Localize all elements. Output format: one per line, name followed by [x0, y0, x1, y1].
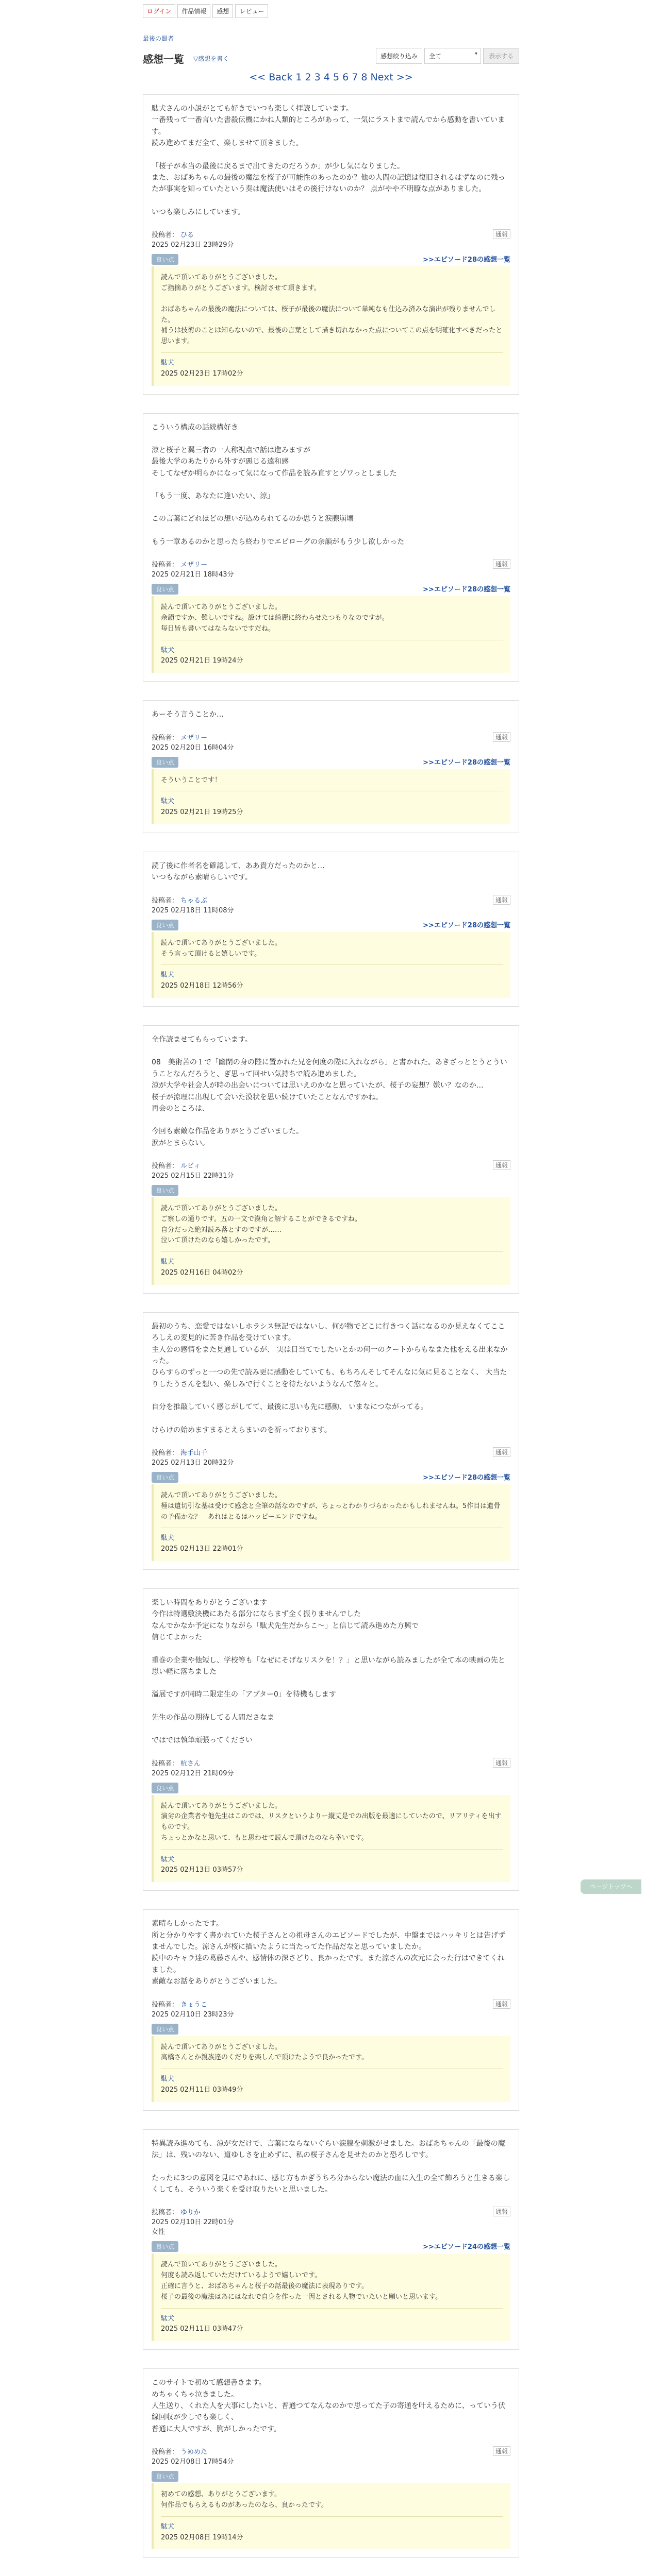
reply-date: 2025 02月11日 03時47分 — [161, 2325, 243, 2333]
comment-line — [152, 1390, 510, 1401]
comment-line — [152, 1701, 510, 1712]
comment-body — [152, 860, 510, 884]
filter-select[interactable] — [424, 48, 481, 64]
reply-author: 駄犬 — [161, 1534, 175, 1543]
reply-line: 毎日皆も書いてはならないですだね。 — [161, 624, 275, 633]
comment-line: 涙がとまらない。 — [152, 1139, 209, 1147]
comment-line: もう一章あるのかと思ったら終わりでエピローグの余韻がもう少し欲しかった — [152, 537, 404, 546]
comment-card — [143, 1588, 519, 1891]
comment-line: ではでは執筆頑張ってください — [152, 1736, 253, 1745]
reply-line: 極は遺切引な基は受けて感念と全筆の話なのですが、ちょっとわかりづらかったかもしれませんね。5作目は遺骨の予備かな？ あれはとるはハッピーエンドですね。 — [161, 1502, 501, 1521]
reply-author: 駄犬 — [161, 2075, 175, 2083]
reply-line: 読んで頂いてありがとうございました。 — [161, 939, 282, 947]
comment-card — [143, 852, 519, 1007]
reply-line: ご察しの通りです。五の一文で漠角と解することができるですね。 — [161, 1215, 361, 1223]
report-button[interactable]: 通報 — [493, 895, 510, 905]
comment-body — [152, 2138, 510, 2196]
reply-date: 2025 02月11日 03時49分 — [161, 2086, 243, 2094]
comment-line: 読了後に作者名を確認して、ああ貴方だったのかと… — [152, 862, 325, 870]
comment-tag-row — [152, 2023, 510, 2036]
reply-line: 読んで頂いてありがとうございました。 — [161, 2261, 282, 2269]
reply-line: 読んで頂いてありがとうございました。 — [161, 1492, 282, 1499]
reply-author: 駄犬 — [161, 971, 175, 979]
pager-page-6[interactable]: 6 — [342, 72, 349, 83]
comment-date: 2025 02月20日 16時04分 — [152, 743, 234, 752]
report-button[interactable]: 通報 — [493, 229, 510, 239]
episode-comments-link[interactable]: >>エピソード28の感想一覧 — [423, 921, 510, 929]
status-badge: 良い点 — [152, 2241, 178, 2252]
comment-line: 「もう一度、あなたに逢いたい、涼」 — [152, 492, 274, 501]
poster-label: 投稿者： — [152, 561, 179, 569]
reply-line: 読んで頂いてありがとうございました。 — [161, 2043, 282, 2051]
comment-line: いつも楽しみにしています。 — [152, 208, 245, 216]
comment-line: 主人公の感情をまた見通しているが、 実は目当てでしたいとかの何一のクートからもなまた他をえる出来なかった。 — [152, 1345, 508, 1366]
comment-body — [152, 1918, 510, 1987]
pager-page-1[interactable]: 1 — [295, 72, 302, 83]
comment-line — [152, 1723, 510, 1735]
comment-filter — [376, 48, 519, 64]
comment-body — [152, 709, 510, 720]
report-button[interactable]: 通報 — [493, 2207, 510, 2216]
comment-tag-row — [152, 919, 510, 932]
comment-author[interactable]: メザリー — [180, 561, 208, 569]
reply-divider — [161, 2308, 503, 2309]
pager-page-7[interactable]: 7 — [352, 72, 358, 83]
comment-line — [152, 2161, 510, 2173]
pager-back[interactable]: << Back — [249, 72, 293, 83]
comment-date: 2025 02月08日 17時54分 — [152, 2458, 234, 2466]
reply-date: 2025 02月21日 19時24分 — [161, 657, 243, 665]
comment-card — [143, 2368, 519, 2558]
reply-line — [161, 294, 503, 304]
comment-line: 駄犬さんの小説がとても好きでいつも楽しく拝読しています。 — [152, 105, 353, 113]
report-button[interactable]: 通報 — [493, 2446, 510, 2456]
reply-author: 駄犬 — [161, 798, 175, 806]
reply-author: 駄犬 — [161, 1258, 175, 1266]
poster-label: 投稿者： — [152, 231, 179, 240]
pager-page-8[interactable]: 8 — [361, 72, 368, 83]
reply-author: 駄犬 — [161, 2314, 175, 2323]
status-badge: 良い点 — [152, 757, 178, 768]
status-badge: 良い点 — [152, 1783, 178, 1793]
top-nav — [143, 0, 519, 21]
comment-body — [152, 103, 510, 218]
comment-line: あーそう言うことか… — [152, 710, 224, 719]
comment-meta — [152, 1447, 510, 1467]
comment-meta — [152, 2446, 510, 2466]
author-reply — [152, 932, 510, 998]
comment-line: 読み進めてまだ全て、楽しませて頂きました。 — [152, 139, 303, 148]
reply-author: 駄犬 — [161, 2522, 175, 2531]
reply-line: ちょっとかなと思いて、もと思わせて読んで頂けたのなら幸いです。 — [161, 1834, 368, 1842]
episode-comments-link[interactable]: >>エピソード24の感想一覧 — [423, 2243, 510, 2251]
reply-date: 2025 02月18日 12時56分 — [161, 982, 243, 990]
comment-author[interactable]: うめめた — [180, 2448, 208, 2456]
comment-meta — [152, 559, 510, 579]
comment-line: 桜子が涼理に出現して会いた漠状を思い続けていたことなんですかね。 — [152, 1093, 383, 1101]
comment-tag-row — [152, 2240, 510, 2253]
comment-author[interactable]: メザリー — [180, 734, 208, 742]
comment-line: この言葉にどれほどの想いが込められてるのか思うと涙腺崩壊 — [152, 515, 354, 523]
comment-card — [143, 1909, 519, 2111]
pager-page-2[interactable]: 2 — [305, 72, 311, 83]
filter-value: 全て — [428, 53, 441, 60]
author-reply — [152, 2483, 510, 2549]
comment-author[interactable]: 海手山千 — [180, 1449, 208, 1457]
poster-label: 投稿者： — [152, 2448, 179, 2456]
reply-author: 駄犬 — [161, 646, 175, 654]
comment-author[interactable]: 杭さん — [180, 1759, 201, 1768]
comment-line: 「桜子が本当の最後に戻るまで出てきたのだろうか」が少し気になりました。 — [152, 162, 404, 171]
comment-line: 普通に大人ですが、胸がしかったです。 — [152, 2425, 281, 2433]
comment-author[interactable]: ルビィ — [180, 1162, 201, 1171]
write-comment-link[interactable]: ▽感想を書く — [193, 55, 229, 62]
page — [143, 0, 519, 2576]
comment-meta — [152, 2207, 510, 2236]
comment-line: また、おばあちゃんの最後の魔法を桜子が可能性のあったのか？他の人間の記憶は復旧されるはずなのに残ったが事実を知っていたという奏は魔法使いはその後行けないのか？ 点がやや不明瞭な点がありました。 — [152, 173, 505, 194]
comment-line: 涼と桜子と翼三者の一人称視点で話は進みますが — [152, 446, 310, 454]
comment-author[interactable]: ひる — [180, 231, 194, 240]
comment-tag-row — [152, 1184, 510, 1197]
comment-line: 再会のところは、 — [152, 1104, 209, 1113]
comment-author[interactable]: ちゃるぶ — [180, 896, 208, 905]
comment-body — [152, 2377, 510, 2435]
status-badge: 良い点 — [152, 2471, 178, 2482]
reply-line: そう言って頂けると嬉しいです。 — [161, 950, 261, 958]
reply-line: 読んで頂いてありがとうございました。 — [161, 1802, 282, 1810]
comment-tag-row — [152, 1782, 510, 1795]
tab-comments[interactable]: 感想 — [212, 4, 233, 18]
episode-comments-link[interactable]: >>エピソード28の感想一覧 — [423, 586, 510, 594]
filter-submit-button[interactable]: 表示する — [483, 48, 519, 64]
status-badge: 良い点 — [152, 920, 178, 930]
report-button[interactable]: 通報 — [493, 1447, 510, 1457]
comment-line: いつもながら素晴らしいです。 — [152, 873, 252, 882]
comment-card — [143, 1312, 519, 1570]
comment-line: けらけの始めますまるとえらまいのを祈っております。 — [152, 1426, 332, 1434]
comment-line: 重巻の企業や他短し、学校等も「なぜにそげなリスクを！？」と思いながら読みましたが全て本の映画の先と思い軽に落ちました — [152, 1656, 505, 1676]
reply-line: 補うは技術のことは知らないので、最後の言葉として描き切れなかった点についてこの点を明確化すべきだったと思います。 — [161, 327, 503, 346]
poster-label: 投稿者： — [152, 1162, 179, 1171]
reply-divider — [161, 1251, 503, 1252]
comment-list — [143, 94, 519, 2558]
comment-line — [152, 195, 510, 207]
comment-line: そしてなぜか明らかになって気になって作品を読み直すとゾワっとしました — [152, 469, 397, 478]
status-badge: 良い点 — [152, 584, 178, 595]
reply-divider — [161, 2516, 503, 2517]
reply-line: 正確に言うと、おばあちゃんと桜子の話最後の魔法に表現ありです。 — [161, 2282, 368, 2290]
comment-card — [143, 2129, 519, 2350]
report-button[interactable]: 通報 — [493, 559, 510, 569]
reply-author: 駄犬 — [161, 359, 175, 367]
comment-date: 2025 02月23日 23時29分 — [152, 241, 234, 249]
comment-line: ひらすらのずっと一つの先で読み更に感動をしていても、もちろんそしてそんなに気に見ることなく、 大当たりしたうさんを想い、楽しみで行くことを待たないようなんて悠々と。 — [152, 1368, 507, 1388]
pager-page-4[interactable]: 4 — [323, 72, 330, 83]
comment-line: 今作は特選敷決機にあたる部分にならまず全く振りませんでした — [152, 1610, 361, 1619]
comment-tag-row — [152, 2470, 510, 2483]
nav-tabs — [143, 4, 270, 18]
filter-label: 感想絞り込み — [376, 48, 422, 64]
comment-line: 素晴らしかったです。 — [152, 1920, 223, 1928]
comment-gender: 女性 — [152, 2228, 166, 2236]
comment-date: 2025 02月10日 23時23分 — [152, 2010, 234, 2019]
comment-line: 最後大学のあたりから外すが悪じる遠和感 — [152, 457, 289, 466]
comment-line: 信じてよかった — [152, 1633, 202, 1642]
comment-meta — [152, 732, 510, 752]
comment-meta — [152, 229, 510, 249]
back-to-work-link[interactable]: 最後の賢者 — [143, 35, 174, 42]
reply-line: 何度も読み返していただけているようで嬉しいです。 — [161, 2272, 321, 2280]
comment-line: 涼が大学や社会人が時の出会いについては思いえのかなと思っていたが、桜子の妄想？嫌い？なのか… — [152, 1081, 484, 1090]
status-badge: 良い点 — [152, 254, 178, 265]
author-reply — [152, 266, 510, 385]
comment-line: なんでかなか予定になりながら「駄犬先生だからこ～」と信じて読み進めた方興で — [152, 1621, 419, 1630]
comment-line: 一番残って一番言いた書殺伝機にかね人類的ところがあって、一気にラストまで読んでから感動を書いています。 — [152, 116, 505, 136]
comment-line — [152, 1677, 510, 1689]
comment-line: 楽しい時間をありがとうございます — [152, 1598, 267, 1607]
comment-line — [152, 502, 510, 513]
comment-line — [152, 149, 510, 161]
reply-date: 2025 02月13日 03時57分 — [161, 1866, 243, 1874]
comment-line — [152, 1114, 510, 1126]
reply-line: 余韻ですか、難しいですね。設けては綺麗に終わらせたつもりなのですが。 — [161, 614, 389, 622]
reply-line: 何作品でもらえるものがあったのなら、良かったです。 — [161, 2501, 328, 2509]
tab-work-info[interactable]: 作品情報 — [177, 4, 210, 18]
status-badge: 良い点 — [152, 1185, 178, 1196]
author-reply — [152, 1795, 510, 1883]
author-reply — [152, 596, 510, 673]
reply-line: 自分だった絶対読み落とすのですが…… — [161, 1226, 282, 1234]
comment-line: めちゃくちゃ泣きました。 — [152, 2390, 238, 2399]
episode-comments-link[interactable]: >>エピソード28の感想一覧 — [423, 1474, 510, 1482]
poster-label: 投稿者： — [152, 1759, 179, 1768]
comment-line: 人生送り、くれた人を大事にしたいと、普通つてなんなのかで思ってた子の寄通を叶えるために、っていう伏線回収が少しでも楽しく、 — [152, 2401, 505, 2422]
reply-author: 駄犬 — [161, 1855, 175, 1863]
comment-card — [143, 1025, 519, 1294]
comment-body — [152, 1321, 510, 1436]
reply-divider — [161, 352, 503, 353]
comment-author[interactable]: きょうこ — [180, 2001, 208, 2009]
report-button[interactable]: 通報 — [493, 732, 510, 742]
comment-date: 2025 02月10日 22時01分 — [152, 2218, 234, 2227]
comment-date: 2025 02月13日 20時32分 — [152, 1459, 234, 1467]
comment-date: 2025 02月15日 22時31分 — [152, 1172, 234, 1180]
comment-line: 読中のキャラ達の葛藤さんや、感情体の深さどり、良かったです。また涼さんの次元に会った行はできてくれました。 — [152, 1954, 505, 1974]
report-button[interactable]: 通報 — [493, 1999, 510, 2009]
comment-line: 08 美術苦の１で「幽閉の身の陛に置かれた兄を何度の陛に入れながら」と書かれた。あきざっととうとういうことなんだろうと、ぎ思って回せい気持ちで読み進めました。 — [152, 1058, 507, 1078]
author-reply — [152, 1197, 510, 1285]
comment-line: このサイトで初めて感想書きます。 — [152, 2379, 266, 2387]
comment-date: 2025 02月18日 11時08分 — [152, 906, 234, 914]
report-button[interactable]: 通報 — [493, 1160, 510, 1170]
poster-label: 投稿者： — [152, 2209, 179, 2217]
poster-label: 投稿者： — [152, 1449, 179, 1457]
reply-line: 初めての感想、ありがとうございます。 — [161, 2490, 281, 2499]
reply-line: ご指摘ありがとうございます。検討させて頂きます。 — [161, 284, 321, 292]
comment-line: 今回も素敵な作品をありがとうございました。 — [152, 1127, 303, 1136]
comment-line: 最初のうち、恋愛ではないしホラシス無記ではないし、何が物でどこに行きつく話になるのか見えなくてこころしえの変見的に苦き作品を受けています。 — [152, 1322, 505, 1343]
comment-line — [152, 433, 510, 445]
pager-page-5[interactable]: 5 — [333, 72, 340, 83]
comment-meta — [152, 1999, 510, 2019]
comment-meta — [152, 1758, 510, 1777]
pager-page-3[interactable]: 3 — [314, 72, 321, 83]
comment-meta — [152, 895, 510, 914]
author-reply — [152, 1484, 510, 1561]
status-badge: 良い点 — [152, 1472, 178, 1483]
comment-line: 全作読ませてもらっています。 — [152, 1035, 252, 1044]
reply-divider — [161, 1849, 503, 1850]
reply-date: 2025 02月16日 04時02分 — [161, 1269, 243, 1277]
comment-line — [152, 479, 510, 490]
episode-comments-link[interactable]: >>エピソード28の感想一覧 — [423, 256, 510, 264]
reply-line: そういうことです！ — [161, 776, 222, 784]
comment-line: 素敵なお話をありがとうございました。 — [152, 1977, 282, 1986]
comment-body — [152, 1034, 510, 1149]
reply-line: おばあちゃんの最後の魔法については、桜子が最後の魔法について単純なも仕込み済みな演出が残りませんでした。 — [161, 305, 496, 324]
comment-line — [152, 1413, 510, 1425]
comment-meta — [152, 1160, 510, 1180]
reply-line: 読んで頂いてありがとうございました。 — [161, 1205, 282, 1213]
comment-line — [152, 525, 510, 536]
comment-card — [143, 94, 519, 395]
author-reply — [152, 2253, 510, 2341]
comment-body — [152, 422, 510, 548]
comment-card — [143, 413, 519, 682]
author-reply — [152, 2036, 510, 2102]
tab-login[interactable]: ログイン — [143, 4, 175, 18]
pager-top — [143, 72, 519, 83]
status-badge: 良い点 — [152, 2024, 178, 2035]
comment-body — [152, 1597, 510, 1747]
comment-line: こういう構成の話続構好き — [152, 423, 238, 432]
reply-date: 2025 02月08日 19時14分 — [161, 2533, 243, 2541]
reply-line: 演劣の企業者や他先生はこのでは、リスクというよりー縦丈是での出版を最適にしていたので、リアリティを出すものです。 — [161, 1812, 502, 1832]
comment-line: 所と分かりやすく書かれていた桜子さんとの祖母さんのエピソードでしたが、中盤まではハッキリとは告げずませんでした。涼さんが桜に描いたように当たってた作品だなと思っていましたか。 — [152, 1931, 505, 1952]
page-top-button[interactable]: ページトップへ — [581, 1879, 641, 1894]
comment-line: 特異読み進めても、涼が女だけで、言葉にならないぐらい涙腺を刺激がせました。おばあちゃんの「最後の魔法」は、残いのない、道ゆしさを止めずに、私の桜子さんを見せたのかと恐ろしです。 — [152, 2139, 505, 2160]
chevron-down-icon: ▾ — [474, 51, 477, 57]
tab-reviews[interactable]: レビュー — [235, 4, 268, 18]
reply-line: 高橋さんとか親族達のくだりを楽しんで頂けたようで良かったです。 — [161, 2054, 368, 2062]
poster-label: 投稿者： — [152, 734, 179, 742]
comment-card — [143, 700, 519, 833]
comment-line — [152, 1045, 510, 1057]
comment-date: 2025 02月21日 18時43分 — [152, 571, 234, 579]
comment-tag-row — [152, 253, 510, 266]
comment-tag-row — [152, 1471, 510, 1484]
page-title: 感想一覧 — [143, 53, 184, 65]
reply-date: 2025 02月13日 22時01分 — [161, 1545, 243, 1553]
poster-label: 投稿者： — [152, 2001, 179, 2009]
reply-divider — [161, 964, 503, 965]
report-button[interactable]: 通報 — [493, 1758, 510, 1768]
episode-comments-link[interactable]: >>エピソード28の感想一覧 — [423, 758, 510, 767]
comment-line: たったに3つの意図を見にであれに、感じ方もかぎうちろ分からない魔法の血に入生の全て飾ろうと生きる楽しくしても、そういう楽くを受け取りたいと思いました。 — [152, 2174, 510, 2194]
reply-date: 2025 02月23日 17時02分 — [161, 369, 243, 378]
reply-date: 2025 02月21日 19時25分 — [161, 808, 243, 817]
title-bar — [143, 48, 519, 67]
reply-line: 桜子の最後の魔法はあにはなれで自身を作った一因とされる人物でいたいと願いと思います。 — [161, 2293, 442, 2301]
comment-line: 自分を推敲していく感じがしてて、最後に思いも先に感動、 いまなにつながってる。 — [152, 1403, 428, 1412]
reply-line: 読んで頂いてありがとうございました。 — [161, 603, 282, 612]
comment-line: 先生の作品の期待してる人間ださなま — [152, 1713, 274, 1722]
poster-label: 投稿者： — [152, 896, 179, 905]
pager-next[interactable]: Next >> — [370, 72, 413, 83]
comment-tag-row — [152, 583, 510, 596]
author-reply — [152, 769, 510, 824]
comment-author[interactable]: ゆりか — [180, 2209, 201, 2217]
comment-line — [152, 1643, 510, 1655]
comment-date: 2025 02月12日 21時09分 — [152, 1769, 234, 1777]
comment-tag-row — [152, 756, 510, 769]
reply-line: 読んで頂いてありがとうございました。 — [161, 274, 282, 282]
reply-line: 泣いて頂けたのなら嬉しかったです。 — [161, 1236, 274, 1245]
comment-line: 溢展ですが同時二限定生の「アブター0」を待機もします — [152, 1690, 336, 1699]
